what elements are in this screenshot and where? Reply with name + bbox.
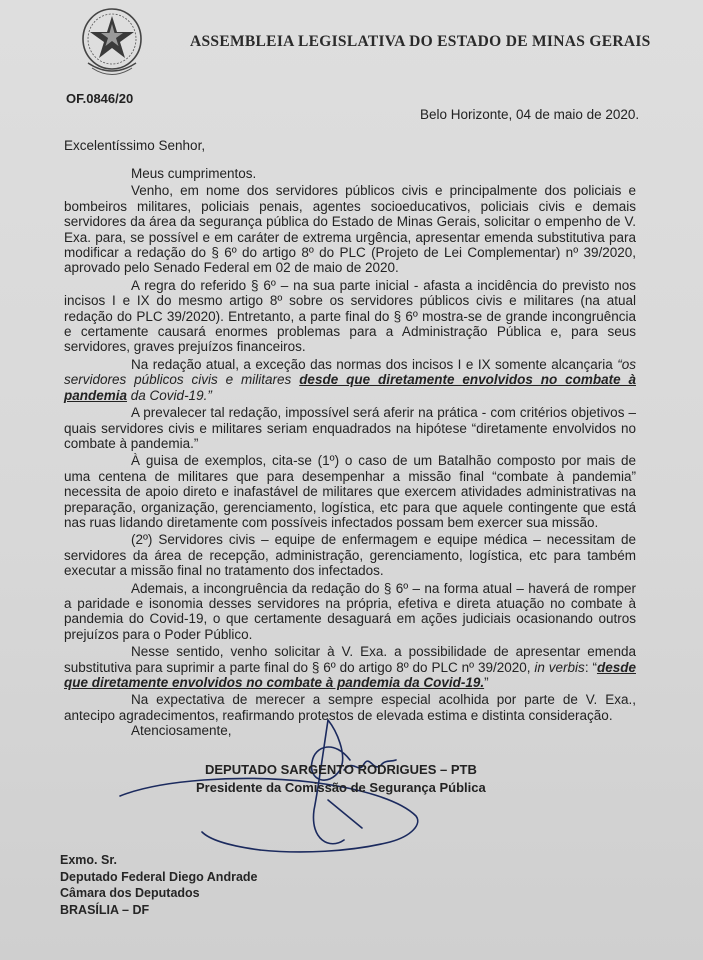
salutation: Excelentíssimo Senhor, <box>64 138 206 153</box>
paragraph-text: : “ <box>584 659 597 675</box>
quoted-text: “os servidores públicos civis e militares <box>64 356 636 388</box>
emphasized-text: desde que diretamente envolvidos no combate à pandemia <box>64 372 636 403</box>
paragraph: Venho, em nome dos servidores públicos civis e principalmente dos policiais e bombeiros militares, policiais penais, agentes socioeducativos, policiais civis e demais servidores da área da segurança pública do Estado de Minas Gerais, solicitar o empenho de V. Exa. para, se possível e em caráter de extrema urgência, apresentar emenda substitutiva para modificar a redação do § 6º do artigo 8º do PLC (Projeto de Lei Complementar) nº 39/2020, aprovado pelo Senado Federal em 02 de maio de 2020. <box>64 183 636 276</box>
paragraph-text: Na redação atual, a exceção das normas dos incisos I e IX somente alcançaria <box>131 356 618 372</box>
institution-name: ASSEMBLEIA LEGISLATIVA DO ESTADO DE MINAS GERAIS <box>190 33 651 50</box>
closing: Atenciosamente, <box>131 723 232 739</box>
paragraph: Ademais, a incongruência da redação do § 6º – na forma atual – haverá de romper a paridade e isonomia desses servidores na própria, efetiva e direta atuação no combate à pandemia do Covid-19, o que certamente desaguará em ações judiciais ocasionando outros prejuízos para o Poder Público. <box>64 580 636 642</box>
document-date: Belo Horizonte, 04 de maio de 2020. <box>420 107 640 122</box>
paragraph <box>64 644 636 690</box>
letter-body <box>64 166 636 739</box>
signatory-title: Presidente da Comissão de Segurança Pública <box>196 780 486 795</box>
state-coat-of-arms-icon <box>80 5 144 79</box>
paragraph-text: Nesse sentido, venho solicitar à V. Exa. a possibilidade de apresentar emenda substitutiva para suprimir a parte final do § 6º do artigo 8º do PLC nº 39/2020, <box>64 644 636 675</box>
quoted-text: da Covid-19.” <box>127 387 212 403</box>
paragraph-text: ” <box>484 675 489 690</box>
latin-phrase: in verbis <box>534 659 585 675</box>
addressee-line: Exmo. Sr. <box>60 853 117 867</box>
emphasized-text: desde que diretamente envolvidos no combate à pandemia da Covid-19. <box>64 659 636 690</box>
document-number: OF.0846/20 <box>66 91 134 106</box>
paragraph: À guisa de exemplos, cita-se (1º) o caso de um Batalhão composto por mais de uma centena de militares que para desempenhar a missão final “combate à pandemia” necessita de apoio direto e inafastável de militares que exercem atividades administrativas na preparação, organização, gerenciamento, logística, etc para que aquele contingente que está nas ruas lidando diretamente com possíveis infectados possam bem exercer sua missão. <box>64 453 636 530</box>
paragraph: Na expectativa de merecer a sempre especial acolhida por parte de V. Exa., antecipo agradecimentos, reafirmando protestos de elevada estima e distinta consideração. <box>64 692 636 723</box>
paragraph <box>64 357 636 403</box>
addressee-line: Câmara dos Deputados <box>60 886 200 900</box>
addressee-line: BRASÍLIA – DF <box>60 902 150 917</box>
paragraph: A regra do referido § 6º – na sua parte inicial - afasta a incidência do previsto nos incisos I e IX do mesmo artigo 8º sobre os servidores públicos civis e militares (na atual redação do PLC 39/2020). Entretanto, a parte final do § 6º mostra-se de grande incongruência e certamente causará enormes problemas para a Administração Pública e, para seus servidores, graves prejuízos financeiros. <box>64 277 636 355</box>
signatory-name: DEPUTADO SARGENTO RODRIGUES – PTB <box>205 762 477 777</box>
paragraph: A prevalecer tal redação, impossível será aferir na prática - com critérios objetivos – quais servidores civis e militares seriam enquadrados na hipótese “diretamente envolvidos no combate à pandemia.” <box>64 405 636 451</box>
paragraph: Meus cumprimentos. <box>131 166 257 181</box>
paragraph: (2º) Servidores civis – equipe de enfermagem e equipe médica – necessitam de servidores da área de recepção, administração, gerenciamento, logística, etc para também executar a missão final no tratamento dos infectados. <box>64 532 636 579</box>
addressee-block <box>60 852 257 918</box>
addressee-line: Deputado Federal Diego Andrade <box>60 869 258 884</box>
